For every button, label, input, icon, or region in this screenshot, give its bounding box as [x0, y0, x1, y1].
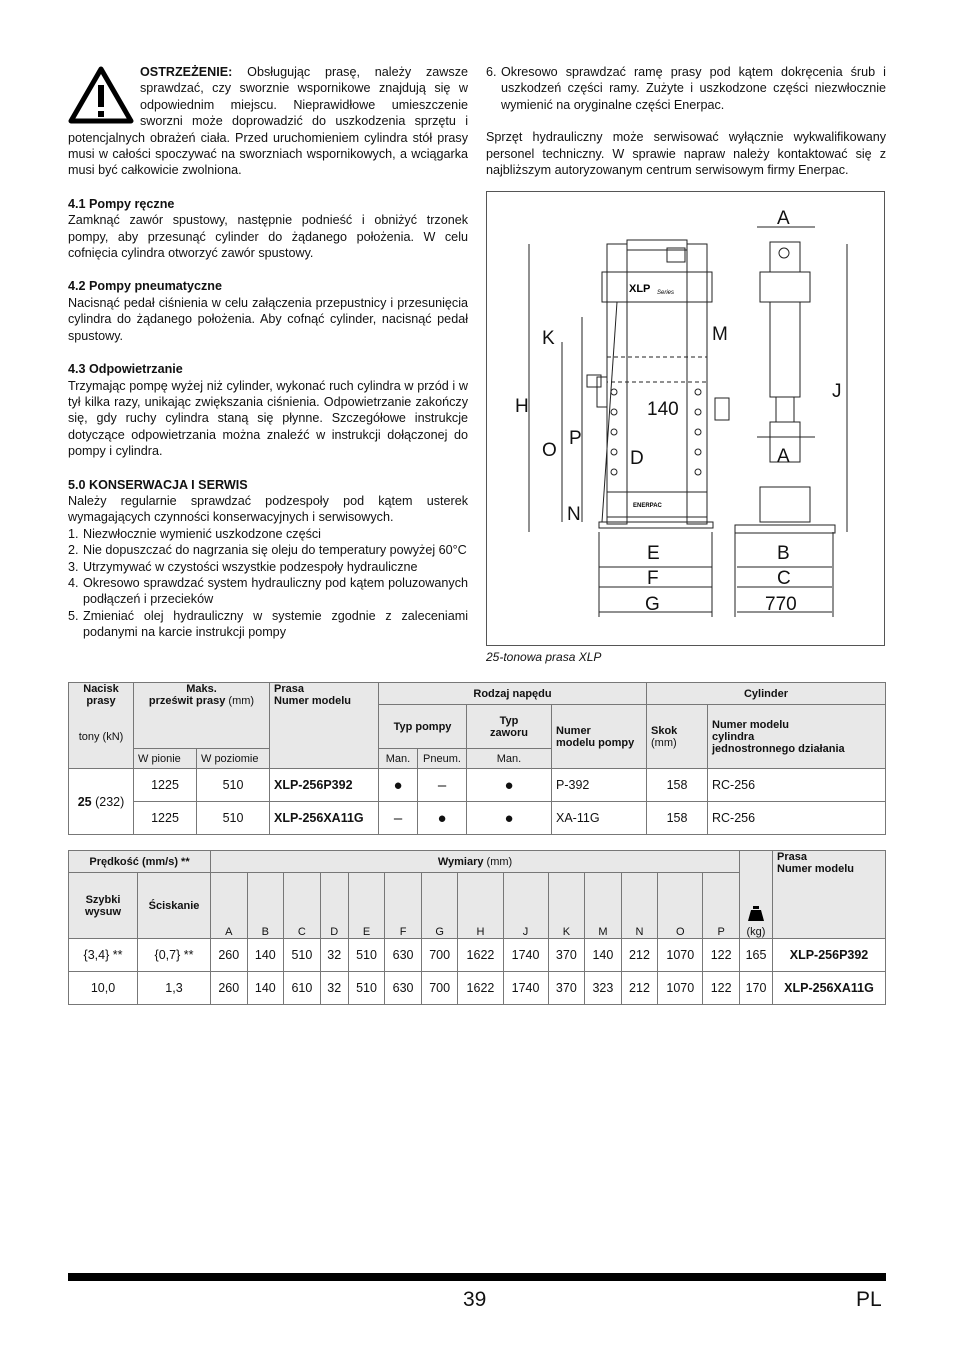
warning-label: OSTRZEŻENIE: [140, 65, 233, 79]
section-title: 4.2 Pompy pneumatyczne [68, 279, 222, 294]
warning-text: OSTRZEŻENIE: Obsługując prasę, należy zawsze sprawdzać, czy sworznie wspornikowe znajdują się w odpowiednim miejscu. Nieprawidłowe umieszczenie sworzni może doprowadzić do uszkodzenia sprzętu i potencjalnych obrażeń ciała. Przed uruchomieniem cylindra stół prasy musi w całości spoczywać na sworzniach wspornikowych, a wciągarka musi być całkowicie zwolniona. [68, 65, 468, 178]
header-nacisk: Nacisk prasy tony (kN) [69, 683, 134, 769]
label-N: N [567, 504, 581, 525]
figure-caption: 25-tonowa prasa XLP [486, 650, 602, 664]
frame-left-post [607, 244, 627, 524]
xlp-series-text: Series [657, 290, 675, 296]
label-G: G [645, 594, 660, 615]
header-pneum: Pneum. [418, 749, 467, 769]
label-770: 770 [765, 594, 797, 615]
section-4-1 [68, 196, 468, 262]
weight-icon [746, 903, 766, 923]
label-M: M [712, 324, 728, 345]
label-140: 140 [647, 399, 679, 420]
header-pion: W pionie [134, 749, 197, 769]
label-B: B [777, 543, 790, 564]
warning-block [68, 64, 468, 179]
label-D: D [630, 448, 644, 469]
list-item: 1. Niezwłocznie wymienić uszkodzone części [68, 526, 321, 541]
label-J: J [832, 381, 842, 402]
section-intro: Należy regularnie sprawdzać podzespoły pod kątem usterek wymagających czynności konserwacyjnych i serwisowych. [68, 493, 468, 525]
service-note: Sprzęt hydrauliczny może serwisować wyłącznie wykwalifikowany personel techniczny. W sprawie napraw należy kontaktować się z najbliższym autoryzowanym centrum serwisowym firmy Enerpac. [486, 130, 886, 178]
label-A2: A [777, 446, 790, 467]
section-title: 4.1 Pompy ręczne [68, 196, 175, 211]
label-H: H [515, 396, 529, 417]
language-code: PL [856, 1288, 882, 1311]
table-row: 25 (232) 1225 510 XLP-256P392 ● – ● P-392 158 RC-256 [69, 769, 886, 802]
tons-cell: 25 (232) [69, 769, 134, 835]
table-row: {3,4} ** {0,7} ** 260 140 510 32 510 630 700 1622 1740 370 140 212 1070 122 165 XLP-256P392 [69, 939, 886, 972]
label-P: P [569, 428, 582, 449]
warning-triangle-icon [68, 66, 134, 124]
section-title: 5.0 KONSERWACJA I SERWIS [68, 477, 248, 492]
header-wymiary: Wymiary (mm) [211, 851, 740, 873]
specs-table-2: Prędkość (mm/s) ** Wymiary (mm) (kg) Prasa Numer modelu Szybki wysuw Ściskanie A B C D E F G H J K M N O P {3,4} ** {0,7} ** 260 140 510 32 510 630 700 1622 1740 370 140 212 1070 122 165 XLP-256P392 10,0 1,3 260 140 610 32 510 630 700 1622 1740 370 323 212 1070 122 170 XLP-256XA11G [68, 850, 886, 1005]
header-rodzaj: Rodzaj napędu [379, 683, 647, 705]
page-number: 39 [463, 1288, 487, 1311]
list-item: 3. Utrzymywać w czystości wszystkie podzespoły hydrauliczne [68, 559, 418, 574]
header-skok: Skok (mm) [647, 705, 708, 769]
header-man: Man. [379, 749, 418, 769]
list-item: 2. Nie dopuszczać do nagrzania się oleju do temperatury powyżej 60°C [68, 543, 467, 558]
list-item: 5. Zmieniać olej hydrauliczny w systemie zgodnie z zaleceniami podanymi na karcie instrukcji pompy [68, 608, 468, 640]
label-E: E [647, 543, 660, 564]
label-A: A [777, 208, 790, 229]
frame-right-post [687, 244, 707, 524]
header-predkosc: Prędkość (mm/s) ** [69, 851, 211, 873]
header-man2: Man. [467, 749, 552, 769]
enerpac-logo-text: ENERPAC [633, 503, 662, 509]
base-plate [599, 522, 713, 528]
right-column [486, 64, 886, 178]
label-F: F [647, 568, 659, 589]
header-weight: (kg) [740, 851, 773, 939]
header-typ-pompy: Typ pompy [379, 705, 467, 749]
section-title: 4.3 Odpowietrzanie [68, 362, 183, 377]
left-column [68, 64, 468, 641]
section-body: Trzymając pompę wyżej niż cylinder, wykonać ruch cylindra w przód i w tył kilka razy, unikając zwiększania ciśnienia. Odpowietrzanie zakończy się, gdy ruchy cylindra staną się płynne. Szczegółowe instrukcje dotyczące odpowietrzania można znaleźć w instrukcji dołączonej do pompy i cylindra. [68, 378, 468, 459]
press-diagram-frame [486, 191, 885, 646]
section-body: Nacisnąć pedał ciśnienia w celu załączenia przepustnicy i przesunięcia cylindra do żądanego położenia. Aby cofnąć cylinder, nacisnąć pedał spustowy. [68, 295, 468, 343]
table-row: 1225 510 XLP-256XA11G – ● ● XA-11G 158 RC-256 [69, 802, 886, 835]
section-body: Zamknąć zawór spustowy, następnie podnieść i obniżyć trzonek pompy, aby przesunąć cylinder do żądanego położenia. W celu cofnięcia cylindra otworzyć zawór spustowy. [68, 213, 468, 261]
label-O: O [542, 440, 557, 461]
header-prasa: Prasa Numer modelu [270, 683, 379, 769]
label-K: K [542, 328, 555, 349]
maintenance-list-continued [486, 64, 886, 113]
side-top-block [770, 242, 800, 272]
footer-bar [68, 1273, 886, 1281]
header-numer-pompy: Numer modelu pompy [552, 705, 647, 769]
xlp-logo-text: XLP [629, 283, 651, 295]
table-row: 10,0 1,3 260 140 610 32 510 630 700 1622 1740 370 323 212 1070 122 170 XLP-256XA11G [69, 972, 886, 1005]
frame-top-beam [602, 272, 712, 302]
header-poziom: W poziomie [197, 749, 270, 769]
label-C: C [777, 568, 791, 589]
header-typ-zaworu: Typ zaworu [467, 705, 552, 749]
press-diagram [487, 192, 884, 645]
section-4-3 [68, 361, 468, 459]
list-item: 4. Okresowo sprawdzać system hydrauliczny pod kątem poluzowanych podłączeń i przecieków [68, 575, 468, 607]
header-sciskanie: Ściskanie [138, 873, 211, 939]
maintenance-list [68, 526, 468, 641]
header-cyl-model: Numer modelu cylindra jednostronnego działania [708, 705, 886, 769]
header-szybki: Szybki wysuw [69, 873, 138, 939]
side-base [735, 525, 835, 533]
header-cylinder: Cylinder [647, 683, 886, 705]
section-4-2 [68, 278, 468, 344]
specs-table-1 [68, 682, 886, 835]
section-5-0 [68, 477, 468, 641]
list-item: 6. Okresowo sprawdzać ramę prasy pod kątem dokręcenia śrub i uszkodzeń części ramy. Zużyte i uszkodzone części niezwłocznie wymienić na oryginalne części Enerpac. [486, 65, 886, 112]
header-maks: Maks. prześwit prasy (mm) [134, 683, 270, 749]
bolster-dashed [607, 357, 707, 382]
header-prasa-2: Prasa Numer modelu [773, 851, 886, 939]
